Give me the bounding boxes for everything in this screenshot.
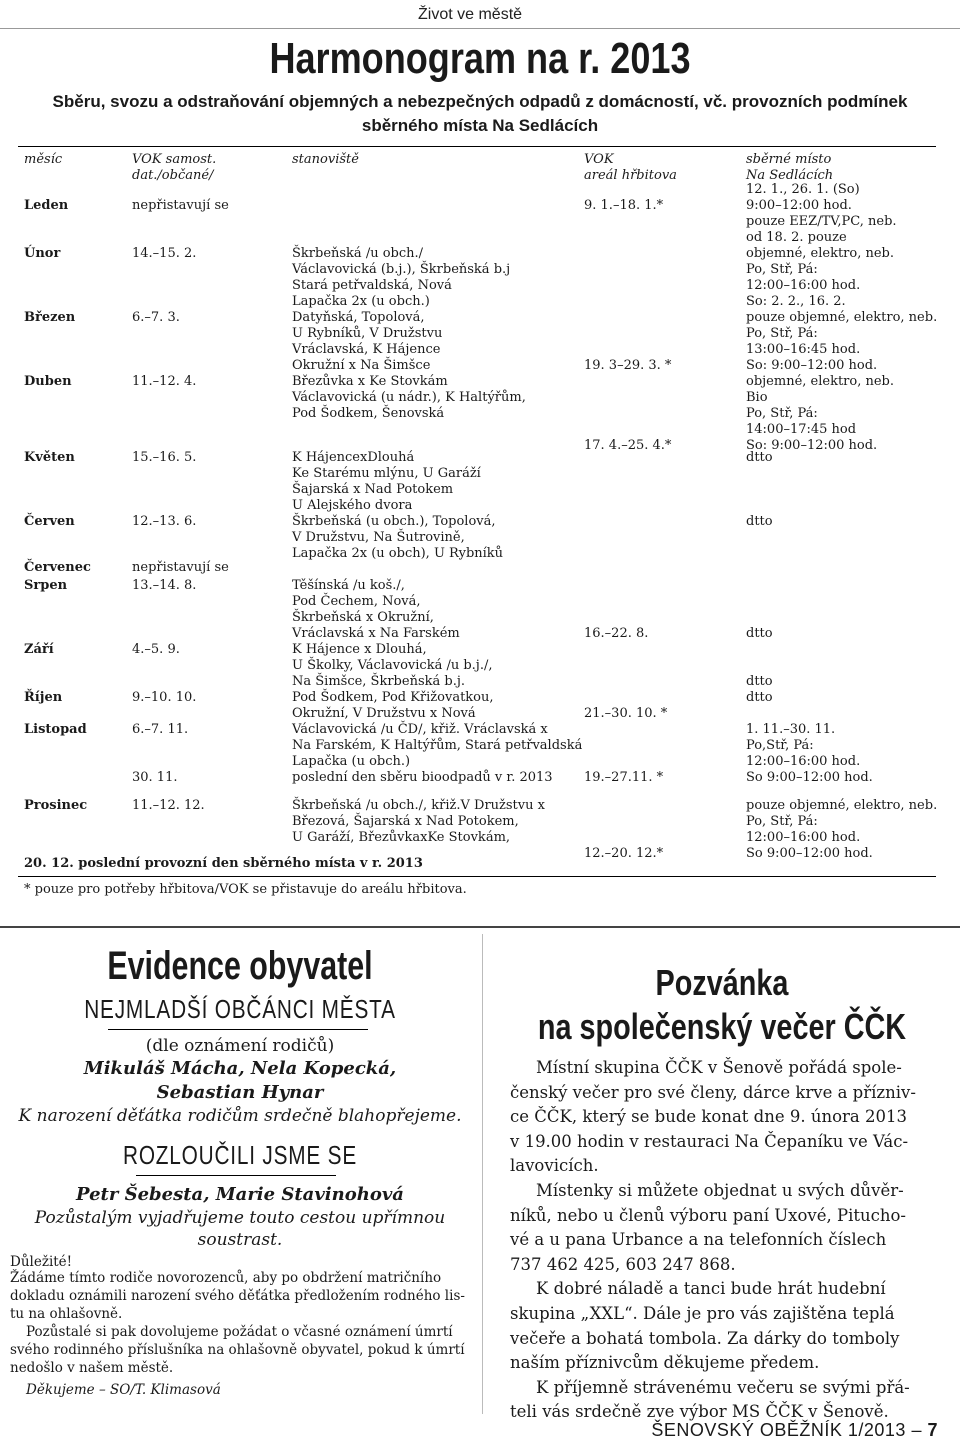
collection-point-brezen: pouze objemné, elektro, neb.	[746, 310, 938, 325]
notice-p2-l2: svého rodinného příslušníka na ohlašovně obyvatel, pokud k úmrtí	[10, 1342, 465, 1358]
invite-line: v 19.00 hodin v restauraci Na Čepaníku ve Vác-	[510, 1131, 909, 1151]
location-listopad: Václavovická /u ČD/, křiž. Vráclavská x	[292, 722, 548, 737]
collection-point-leden: 12. 1., 26. 1. (So)	[746, 182, 860, 197]
cemetery-vok-listopad: 19.–27.11. *	[584, 770, 664, 785]
condolence-1: Pozůstalým vyjadřujeme touto cestou upřímnou	[34, 1208, 446, 1228]
collection-point-unor: Po, Stř, Pá:	[746, 262, 818, 277]
collection-point-prosinec: Po, Stř, Pá:	[746, 814, 818, 829]
collection-point-duben: So: 9:00–12:00 hod.	[746, 438, 878, 453]
farewell-heading: ROZLOUČILI JSME SE	[123, 1140, 357, 1170]
location-srpen: Vráclavská x Na Farském	[292, 626, 460, 641]
collection-point-duben: 14:00–17:45 hod	[746, 422, 857, 437]
month-zari: Září	[24, 642, 54, 657]
farewell-underline	[136, 1175, 336, 1176]
invite-line: K příjemně strávenému večeru se svými přá-	[536, 1377, 910, 1397]
page-title: Harmonogram na r. 2013	[269, 34, 691, 83]
cemetery-vok-leden: 9. 1.–18. 1.*	[584, 198, 664, 213]
header-collection-point: sběrné místo	[746, 152, 832, 167]
cemetery-vok-rijen: 21.–30. 10. *	[584, 706, 668, 721]
vok-dates-cervenec: nepřistavují se	[132, 560, 229, 575]
location-unor: Václavovická (b.j.), Škrbeňská b.j	[292, 262, 511, 277]
location-zari: K Hájence x Dlouhá,	[292, 642, 427, 657]
invite-line: čenský večer pro své členy, dárce krve a přízniv-	[510, 1082, 916, 1102]
header-vok-dates: VOK samost.	[132, 152, 217, 167]
signature: Děkujeme – SO/T. Klimasová	[26, 1382, 221, 1398]
location-kveten: Šajarská x Nad Potokem	[292, 482, 454, 497]
collection-point-prosinec: pouze objemné, elektro, neb.	[746, 798, 938, 813]
collection-point-leden: pouze EEZ/TV,PC, neb.	[746, 214, 897, 229]
collection-point-unor: od 18. 2. pouze	[746, 230, 847, 245]
subtitle-line-1: Sběru, svozu a odstraňování objemných a nebezpečných odpadů z domácností, vč. provozních podmínek	[52, 92, 908, 111]
cemetery-vok-srpen: 16.–22. 8.	[584, 626, 649, 641]
month-leden: Leden	[24, 198, 69, 213]
invite-line: teli vás srdečně zve výbor MS ČČK v Šenově.	[510, 1402, 889, 1422]
subtitle-line-2: sběrného místa Na Sedlácích	[361, 116, 599, 135]
vok-date-unor: 14.–15. 2.	[132, 246, 197, 261]
collection-point-listopad: 12:00–16:00 hod.	[746, 754, 861, 769]
location-listopad: poslední den sběru bioodpadů v r. 2013	[292, 770, 553, 785]
vok-date-listopad: 30. 11.	[132, 770, 178, 785]
collection-point-duben: Bio	[746, 390, 768, 405]
page-footer	[651, 1420, 938, 1441]
collection-point-brezen: So: 9:00–12:00 hod.	[746, 358, 878, 373]
collection-point-leden: 9:00–12:00 hod.	[746, 198, 852, 213]
invite-title: Pozvánka	[655, 962, 789, 1003]
notice-p1-l2: dokladu oznámili narození svého děťátka předložením rodného lis-	[10, 1288, 465, 1304]
collection-point-listopad: Po,Stř, Pá:	[746, 738, 814, 753]
collection-point-prosinec: 12:00–16:00 hod.	[746, 830, 861, 845]
location-duben: Březůvka x Ke Stovkám	[292, 374, 448, 389]
location-unor: Škrbeňská /u obch./	[292, 246, 424, 261]
vok-date-kveten: 15.–16. 5.	[132, 450, 197, 465]
location-duben: Pod Šodkem, Šenovská	[292, 406, 445, 421]
location-prosinec: U Garáží, BřezůvkaxKe Stovkám,	[292, 830, 511, 845]
location-kveten: U Alejského dvora	[292, 498, 413, 513]
invite-line: ce ČČK, který se bude konat dne 9. února 2013	[510, 1107, 908, 1127]
header-collection-point-2: Na Sedlácích	[746, 168, 834, 183]
newborn-names-2: Sebastian Hynar	[156, 1082, 324, 1103]
location-cerven: V Družstvu, Na Šutrovině,	[292, 530, 465, 545]
invite-line: níků, nebo u členů výboru paní Uxové, Pitucho-	[510, 1205, 906, 1225]
collection-point-unor: objemné, elektro, neb.	[746, 246, 895, 261]
cemetery-vok-prosinec: 12.–20. 12.*	[584, 846, 664, 861]
section-divider	[0, 28, 960, 29]
collection-point-unor: So: 2. 2., 16. 2.	[746, 294, 846, 309]
location-srpen: Pod Čechem, Nová,	[292, 594, 421, 609]
invite-line: naším příznivcům děkujeme předem.	[510, 1353, 820, 1373]
month-duben: Duben	[24, 374, 72, 389]
notice-p1-l1: Žádáme tímto rodiče novorozenců, aby po obdržení matričního	[10, 1270, 442, 1286]
month-listopad: Listopad	[24, 722, 87, 737]
vok-date-listopad: 6.–7. 11.	[132, 722, 189, 737]
location-listopad: Lapačka (u obch.)	[292, 754, 411, 769]
location-cerven: Lapačka 2x (u obch), U Rybníků	[292, 546, 504, 561]
location-listopad: Na Farském, K Haltýřům, Stará petřvaldská	[292, 738, 583, 753]
page-number: 7	[927, 1420, 938, 1440]
location-brezen: Vráclavská, K Hájence	[292, 342, 441, 357]
header-vok-cemetery-2: areál hřbitova	[584, 168, 677, 183]
last-day-note: 20. 12. poslední provozní den sběrného místa v r. 2013	[24, 856, 423, 871]
invite-line: Místní skupina ČČK v Šenově pořádá spole-	[536, 1058, 902, 1077]
footnote: * pouze pro potřeby hřbitova/VOK se přistavuje do areálu hřbitova.	[24, 882, 467, 897]
collection-point-prosinec: So 9:00–12:00 hod.	[746, 846, 873, 861]
location-unor: Lapačka 2x (u obch.)	[292, 294, 430, 309]
invite-line: 737 462 425, 603 247 868.	[510, 1254, 736, 1274]
invite-subtitle: na společenský večer ČČK	[537, 1006, 907, 1047]
month-prosinec: Prosinec	[24, 798, 88, 813]
vok-date-rijen: 9.–10. 10.	[132, 690, 197, 705]
header-location: stanoviště	[292, 152, 359, 167]
location-brezen: Okružní x Na Šimšce	[292, 358, 431, 373]
publication-name: ŠENOVSKÝ OBĚŽNÍK 1/2013	[651, 1420, 906, 1440]
collection-point-duben: Po, Stř, Pá:	[746, 406, 818, 421]
location-kveten: K HájencexDlouhá	[292, 450, 415, 465]
collection-point-listopad: So 9:00–12:00 hod.	[746, 770, 873, 785]
collection-point-cerven: dtto	[746, 514, 773, 529]
collection-point-duben: objemné, elektro, neb.	[746, 374, 895, 389]
month-kveten: Květen	[24, 450, 75, 465]
table-bottom-rule	[18, 876, 936, 877]
collection-point-listopad: 1. 11.–30. 11.	[746, 722, 836, 737]
deceased-names: Petr Šebesta, Marie Stavinohová	[76, 1184, 404, 1205]
vok-dates-leden: nepřistavují se	[132, 198, 229, 213]
newborns-underline	[108, 1029, 368, 1030]
month-srpen: Srpen	[24, 578, 68, 593]
location-rijen: Okružní, V Družstvu x Nová	[292, 706, 476, 721]
location-srpen: Těšínská /u koš./,	[292, 578, 405, 593]
congratulations: K narození děťátka rodičům srdečně blahopřejeme.	[18, 1106, 462, 1126]
column-divider	[482, 934, 483, 1414]
invite-line: vé a u pana Urbance a na telefonních číslech	[510, 1230, 887, 1250]
table-top-rule	[18, 146, 936, 147]
location-cerven: Škrbeňská (u obch.), Topolová,	[292, 514, 496, 529]
location-unor: Stará petřvaldská, Nová	[292, 278, 452, 293]
collection-point-rijen: dtto	[746, 690, 773, 705]
vok-date-srpen: 13.–14. 8.	[132, 578, 197, 593]
collection-point-unor: 12:00–16:00 hod.	[746, 278, 861, 293]
cemetery-vok-brezen: 19. 3–29. 3. *	[584, 358, 672, 373]
section-tag: Život ve městě	[418, 6, 523, 23]
invite-line: Místenky si můžete objednat u svých důvěr-	[536, 1181, 904, 1200]
notice-p2-l1: Pozůstalé si pak dovolujeme požádat o včasné oznámení úmrtí	[26, 1324, 453, 1340]
invite-line: K dobré náladě a tanci bude hrát hudební	[536, 1279, 886, 1299]
vok-date-prosinec: 11.–12. 12.	[132, 798, 205, 813]
month-cervenec: Červenec	[24, 560, 91, 575]
invite-line: skupina „XXL“. Dále je pro vás zajištěna teplá	[510, 1304, 895, 1323]
header-vok-cemetery: VOK	[584, 152, 614, 167]
collection-point-zari: dtto	[746, 674, 773, 689]
important-label: Důležité!	[10, 1254, 73, 1270]
collection-point-srpen: dtto	[746, 626, 773, 641]
location-brezen: Datyňská, Topolová,	[292, 310, 425, 325]
section-separator	[0, 926, 960, 928]
cemetery-vok-duben: 17. 4.–25. 4.*	[584, 438, 672, 453]
vok-date-duben: 11.–12. 4.	[132, 374, 197, 389]
location-duben: Václavovická (u nádr.), K Haltýřům,	[292, 390, 526, 405]
location-brezen: U Rybníků, V Družstvu	[292, 326, 443, 341]
vok-date-zari: 4.–5. 9.	[132, 642, 180, 657]
collection-point-brezen: 13:00–16:45 hod.	[746, 342, 861, 357]
month-unor: Únor	[24, 246, 61, 261]
invite-line: lavovicích.	[510, 1156, 599, 1176]
condolence-2: soustrast.	[197, 1230, 283, 1250]
newborn-names-1: Mikuláš Mácha, Nela Kopecká,	[83, 1058, 397, 1079]
location-rijen: Pod Šodkem, Pod Křižovatkou,	[292, 690, 494, 705]
collection-point-brezen: Po, Stř, Pá:	[746, 326, 818, 341]
vok-date-brezen: 6.–7. 3.	[132, 310, 180, 325]
location-prosinec: Březová, Šajarská x Nad Potokem,	[292, 814, 519, 829]
evidence-note: (dle oznámení rodičů)	[145, 1036, 335, 1056]
month-cerven: Červen	[24, 514, 75, 529]
notice-p1-l3: tu na ohlašovně.	[10, 1306, 123, 1322]
month-rijen: Říjen	[24, 690, 63, 705]
location-kveten: Ke Starému mlýnu, U Garáží	[292, 466, 481, 481]
collection-point-kveten: dtto	[746, 450, 773, 465]
location-srpen: Škrbeňská x Okružní,	[292, 610, 434, 625]
evidence-newborns-heading: NEJMLADŠÍ OBČÁNCI MĚSTA	[84, 994, 396, 1024]
location-prosinec: Škrbeňská /u obch./, křiž.V Družstvu x	[292, 798, 545, 813]
month-brezen: Březen	[24, 310, 76, 325]
vok-date-cerven: 12.–13. 6.	[132, 514, 197, 529]
header-month: měsíc	[24, 152, 63, 167]
header-vok-dates-2: dat./občané/	[132, 168, 214, 183]
evidence-title: Evidence obyvatel	[107, 944, 373, 988]
location-zari: Na Šimšce, Škrbeňská b.j.	[292, 674, 465, 689]
footer-separator: –	[911, 1420, 922, 1440]
invite-line: večeře a bohatá tombola. Za dárky do tomboly	[510, 1328, 900, 1348]
notice-p2-l3: nedošlo v našem městě.	[10, 1360, 174, 1376]
location-zari: U Školky, Václavovická /u b.j./,	[292, 658, 493, 673]
